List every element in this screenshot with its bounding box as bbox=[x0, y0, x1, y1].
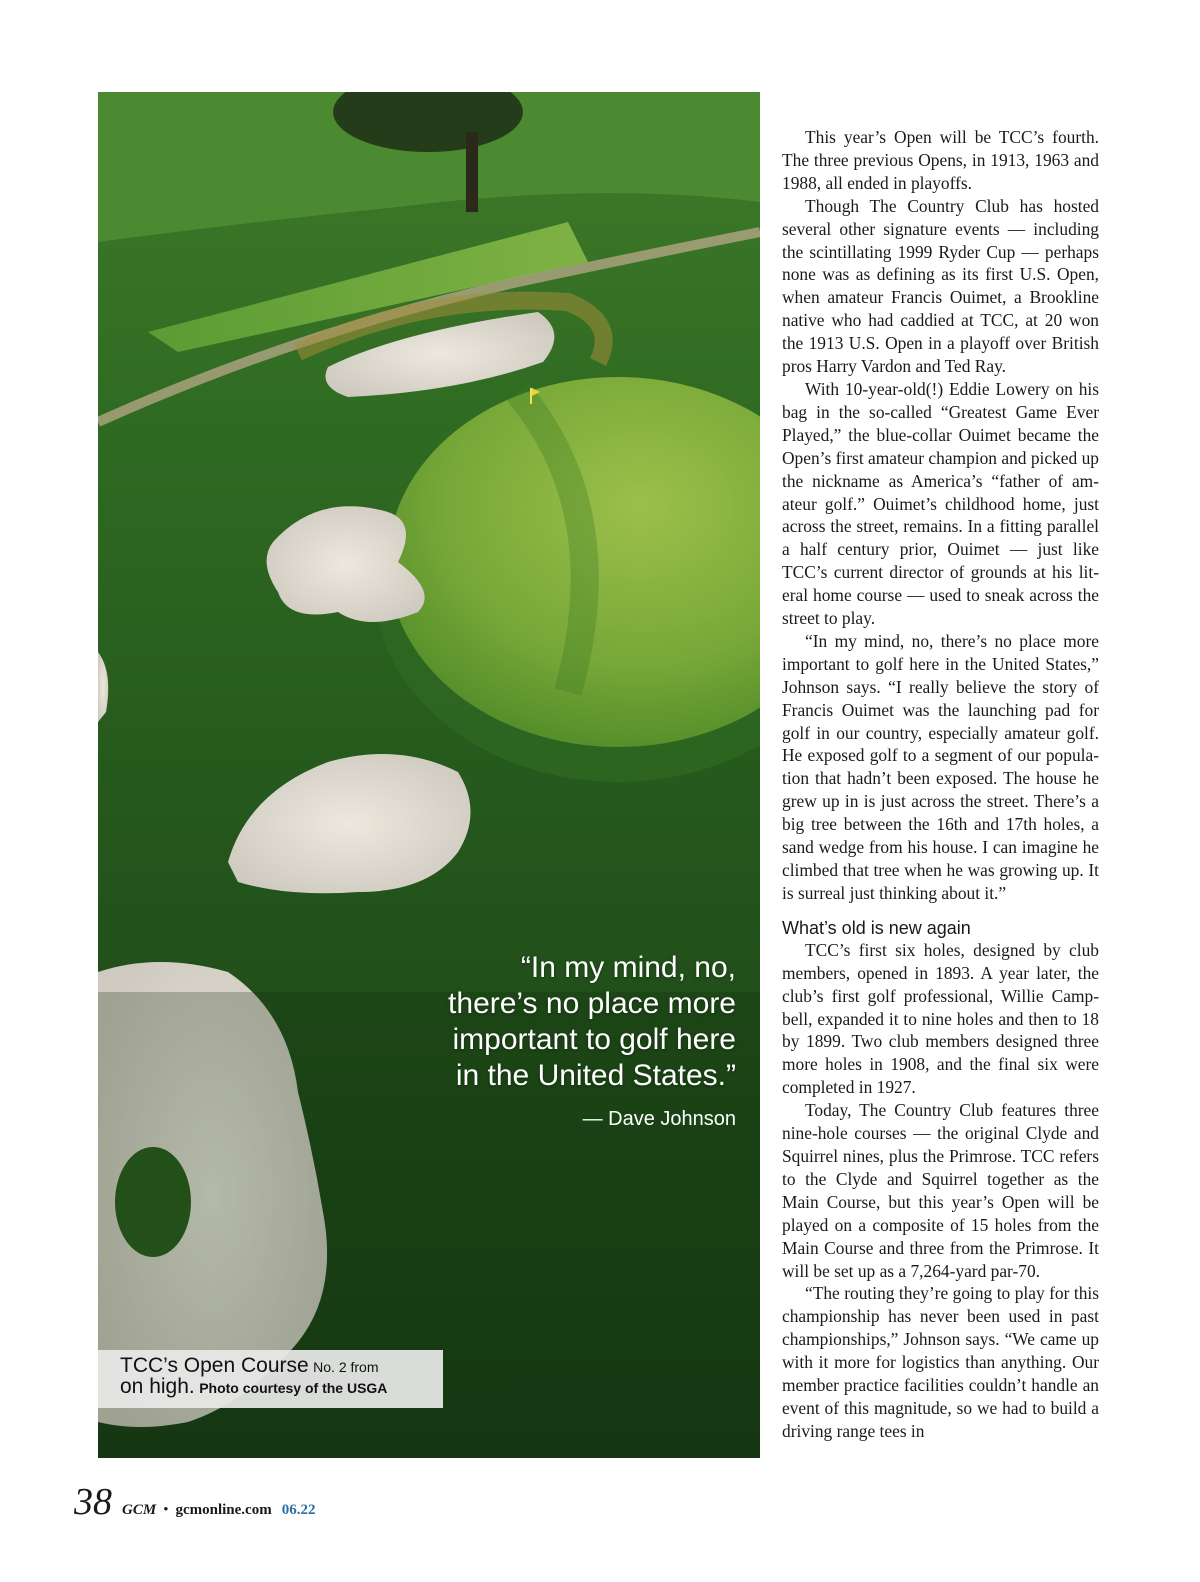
page-number: 38 bbox=[74, 1481, 112, 1523]
golf-course-illustration bbox=[98, 92, 760, 1458]
pull-quote-line: in the United States.” bbox=[455, 1059, 736, 1092]
article-paragraph: Today, The Country Club features three nine-hole courses — the original Clyde and Squirrel nines, plus the Primrose. TCC refers to the Clyde and Squirrel together as the Main Course, but this year’s Open will be played on a composite of 15 holes from the Main Course and three from the Primrose. It will be set up as a 7,264-yard par-70. bbox=[782, 1100, 1099, 1281]
photo-caption bbox=[98, 1350, 443, 1408]
magazine-name: GCM bbox=[122, 1502, 157, 1518]
caption-title-cont: on high. bbox=[120, 1375, 195, 1398]
article-paragraph: TCC’s first six holes, designed by club members, opened in 1893. A year later, the club’s first golf professional, Willie Campbell, expanded it to nine holes and then to 18 by 1899. Two club members designed three more holes in 1908, and the final six were completed in 1927. bbox=[782, 939, 1099, 1098]
article-paragraph: “The routing they’re going to play for this championship has never been used in past championships,” Johnson says. “We came up with it more for logistics than anything. Our member practice facilities couldn’t handle an event of this magnitude, so we had to build a driving range tees in bbox=[782, 1283, 1099, 1441]
article-paragraph: “In my mind, no, there’s no place more important to golf here in the United States,” Johnson says. “I really believe the story of Francis Ouimet was the launching pad for golf in our country, especially amateur golf. He exposed golf to a segment of our population that hadn’t been exposed. The house he grew up in is just across the street. There’s a big tree between the 16th and 17th holes, a sand wedge from his house. I can imagine he climbed that tree when he was growing up. It is surreal just thinking about it.” bbox=[782, 630, 1099, 903]
pull-quote-attribution: — Dave Johnson bbox=[582, 1108, 736, 1130]
photo-credit: Photo courtesy of the USGA bbox=[199, 1380, 388, 1396]
page-footer bbox=[74, 1480, 315, 1530]
caption-title: TCC’s Open Course bbox=[120, 1354, 309, 1377]
caption-subtitle: No. 2 from bbox=[313, 1359, 379, 1375]
aerial-golf-photo bbox=[98, 92, 760, 1458]
pull-quote bbox=[336, 950, 736, 1094]
article-paragraph: With 10-year-old(!) Eddie Lowery on his bag in the so-called “Greatest Game Ever Played,” the blue-collar Ouimet became the Open’s first amateur champion and picked up the nickname as America’s “father of amateur golf.” Ouimet’s childhood home, just across the street, remains. In a fitting parallel a half century prior, Ouimet — just like TCC’s current director of grounds at his literal home course — used to sneak across the street to play. bbox=[782, 378, 1099, 629]
article-paragraph: This year’s Open will be TCC’s fourth. The three previous Opens, in 1913, 1963 and 1988, all ended in playoffs. bbox=[782, 127, 1099, 193]
article-paragraph: Though The Country Club has hosted several other signature events — including the scintillating 1999 Ryder Cup — perhaps none was as defining as its first U.S. Open, when amateur Francis Ouimet, a Brookline native who had caddied at TCC, at 20 won the 1913 U.S. Open in a playoff over British pros Harry Vardon and Ted Ray. bbox=[782, 195, 1099, 377]
section-subhead: What’s old is new again bbox=[782, 917, 971, 938]
pull-quote-line: important to golf here bbox=[452, 1023, 736, 1056]
article-body bbox=[782, 126, 1099, 1443]
footer-bullet: • bbox=[163, 1502, 169, 1518]
pull-quote-line: “In my mind, no, bbox=[520, 951, 736, 984]
website-link[interactable]: gcmonline.com bbox=[175, 1502, 272, 1518]
pull-quote-line: there’s no place more bbox=[448, 987, 736, 1020]
issue-date: 06.22 bbox=[281, 1502, 316, 1518]
